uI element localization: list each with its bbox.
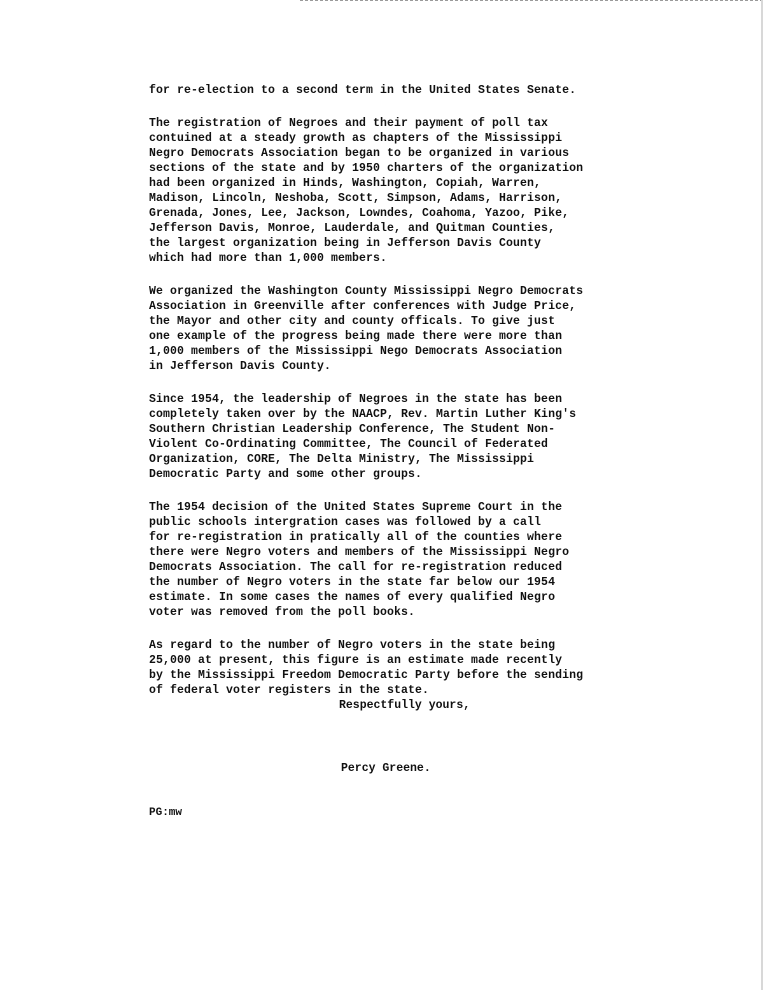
closing-line: Respectfully yours,	[339, 699, 471, 712]
paragraph-washington-county: We organized the Washington County Mississippi Negro Democrats Association in Greenville after conferences with Judge Price, the Mayor and other city and county officals. To give just one example of the progress being made there were more than 1,000 members of the Mississippi Nego Democrats Association in Jefferson Davis County.	[149, 285, 584, 373]
paragraph-supreme-court: The 1954 decision of the United States Supreme Court in the public schools intergration cases was followed by a call for re-registration in pratically all of the counties where there were Negro voters and members of the Mississippi Negro Democrats Association. The call for re-registration reduced the number of Negro voters in the state far below our 1954 estimate. In some cases the names of every qualified Negro voter was removed from the poll books.	[149, 501, 570, 619]
paragraph-senate: for re-election to a second term in the United States Senate.	[149, 84, 577, 97]
page-top-edge	[300, 0, 763, 6]
letter-body	[149, 83, 639, 716]
paragraph-registration: The registration of Negroes and their payment of poll tax contuined at a steady growth as chapters of the Mississippi Negro Democrats Association began to be organized in various sections of the state and by 1950 charters of the organization had been organized in Hinds, Washington, Copiah, Warren, Madison, Lincoln, Neshoba, Scott, Simpson, Adams, Harrison, Grenada, Jones, Lee, Jackson, Lowndes, Coahoma, Yazoo, Pike, Jefferson Davis, Monroe, Lauderdale, and Quitman Counties, the largest organization being in Jefferson Davis County which had more than 1,000 members.	[149, 117, 584, 265]
paragraph-voter-estimate: As regard to the number of Negro voters in the state being 25,000 at present, this figure is an estimate made recently by the Mississippi Freedom Democratic Party before the sending of federal voter registers in the state.	[149, 639, 584, 697]
reference-initials: PG:mw	[149, 807, 183, 819]
paragraph-leadership: Since 1954, the leadership of Negroes in the state has been completely taken over by the NAACP, Rev. Martin Luther King's Southern Christian Leadership Conference, The Student Non- Violent Co-Ordinating Committee, The Council of Federated Organization, CORE, The Delta Ministry, The Mississippi Democratic Party and some other groups.	[149, 393, 577, 481]
signature-name: Percy Greene.	[341, 762, 431, 775]
